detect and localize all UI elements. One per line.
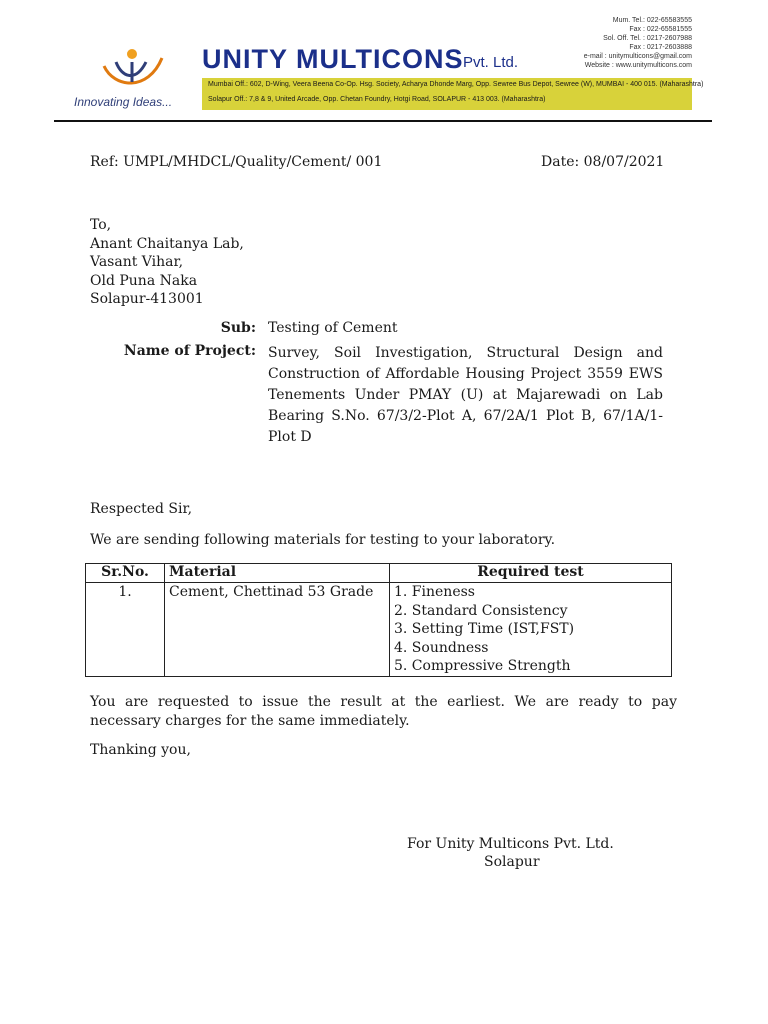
closing-line: Thanking you, (90, 742, 191, 758)
recipient-address (90, 216, 244, 309)
test-list (394, 583, 667, 676)
signatory-city: Solapur (484, 854, 540, 870)
header-divider (54, 120, 712, 122)
company-logo-icon (96, 48, 166, 96)
recipient-line: Vasant Vihar, (90, 254, 184, 270)
table-header-row (86, 564, 672, 583)
mumbai-office-address: Mumbai Off.: 602, D-Wing, Veera Beena Co-Op. Hsg. Society, Acharya Dhonde Marg, Opp. Sewree Bus Depot, Sewree (W), MUMBAI - 400 015. (Maharashtra) (208, 81, 704, 88)
contact-line: Fax : 0217-2603888 (629, 44, 692, 51)
list-item: 3. Setting Time (IST,FST) (394, 621, 575, 637)
header-required-test: Required test (390, 564, 672, 583)
company-tagline: Innovating Ideas... (74, 95, 173, 109)
project-name: Survey, Soil Investigation, Structural Design and Construction of Affordable Housing Project 3559 EWS Tenements Under PMAY (U) at Majarewadi on Lab Bearing S.No. 67/3/2-Plot A, 67/2A/1 Plot B, 67/1A/1- Plot D (268, 345, 663, 445)
list-item: 4. Soundness (394, 639, 489, 656)
salutation: Respected Sir, (90, 501, 193, 517)
signatory-company: For Unity Multicons Pvt. Ltd. (407, 836, 614, 852)
subject-text: Testing of Cement (268, 320, 398, 336)
materials-table (85, 563, 672, 677)
project-label: Name of Project: (123, 343, 256, 359)
address-band (202, 78, 704, 110)
recipient-line: Anant Chaitanya Lab, (90, 235, 244, 252)
list-item: 5. Compressive Strength (394, 658, 571, 674)
contact-line: Sol. Off. Tel. : 0217-2607988 (603, 35, 692, 42)
contact-line: Mum. Tel.: 022-65583555 (612, 17, 692, 24)
cell-material: Cement, Chettinad 53 Grade (165, 583, 390, 677)
table-row (86, 583, 672, 677)
company-name: UNITY MULTICONS (202, 44, 464, 74)
cell-required-tests (390, 583, 672, 677)
letter-date: Date: 08/07/2021 (541, 154, 665, 170)
company-suffix: Pvt. Ltd. (463, 54, 519, 71)
contact-details (584, 16, 692, 70)
header-sr-no: Sr.No. (86, 564, 165, 583)
recipient-line: Solapur-413001 (90, 291, 204, 307)
recipient-line: Old Puna Naka (90, 272, 198, 289)
list-item: 1. Fineness (394, 584, 475, 600)
cell-sr-no: 1. (86, 583, 165, 677)
intro-sentence: We are sending following materials for testing to your laboratory. (90, 532, 556, 548)
recipient-line: To, (90, 217, 112, 233)
request-paragraph: You are requested to issue the result at the earliest. We are ready to pay necessary charges for the same immediately. (90, 694, 677, 729)
list-item: 2. Standard Consistency (394, 602, 568, 619)
header-material: Material (165, 564, 390, 583)
reference-number: Ref: UMPL/MHDCL/Quality/Cement/ 001 (90, 154, 383, 170)
contact-line: e-mail : unitymulticons@gmail.com (583, 53, 692, 60)
solapur-office-address: Solapur Off.: 7,8 & 9, United Arcade, Opp. Chetan Foundry, Hotgi Road, SOLAPUR - 413 003. (Maharashtra) (208, 96, 546, 103)
contact-line: Website : www.unitymulticons.com (584, 62, 692, 69)
contact-line: Fax : 022-65581555 (629, 26, 692, 33)
letterhead (0, 0, 768, 122)
subject-label: Sub: (220, 320, 256, 336)
